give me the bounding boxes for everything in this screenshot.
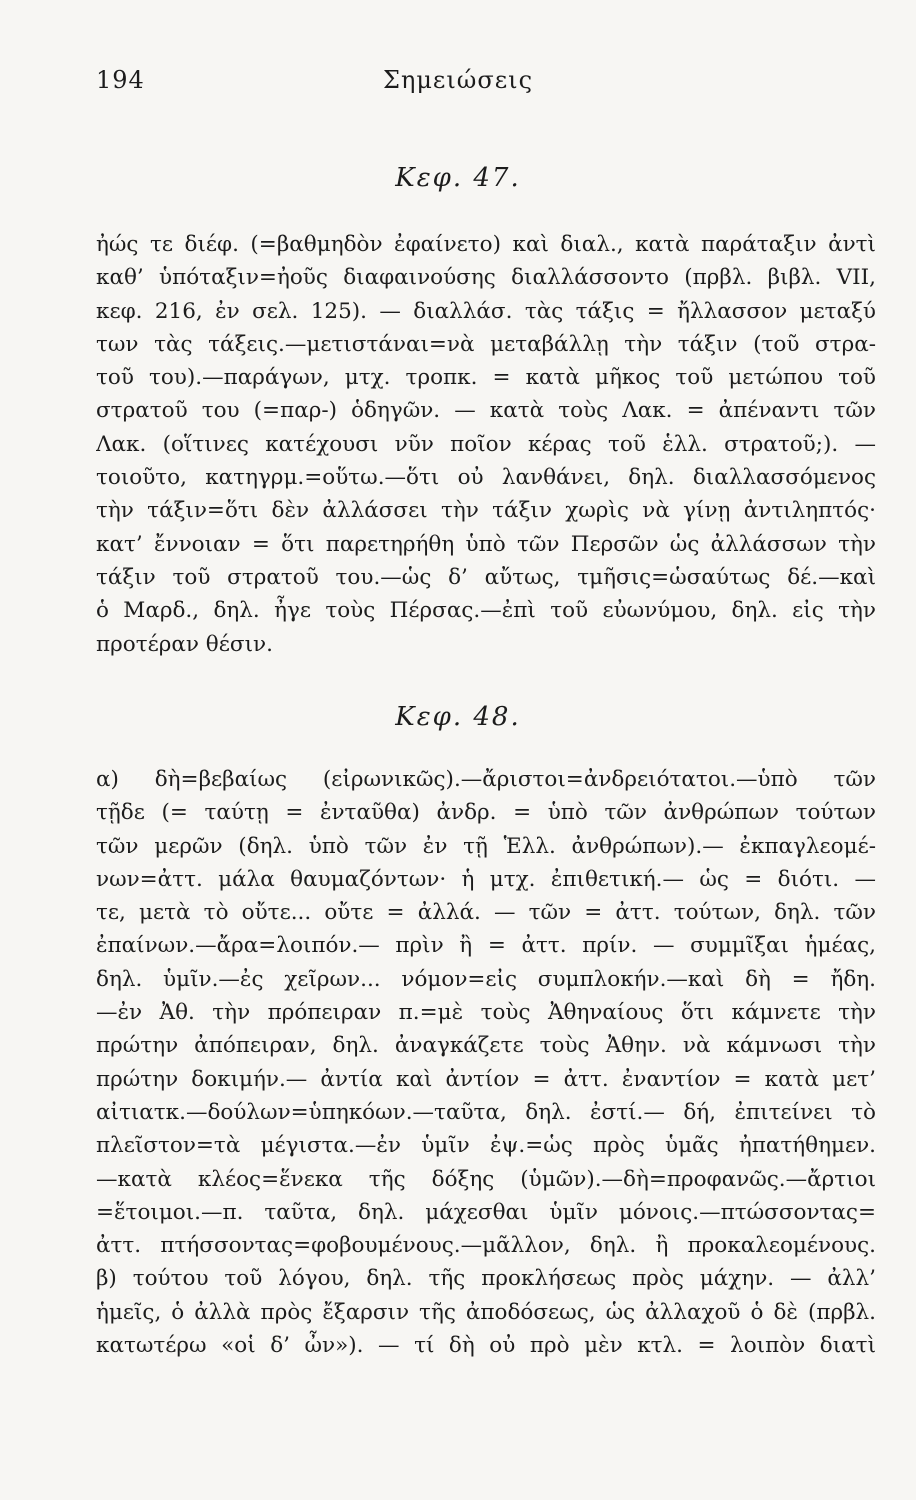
text-line: κατωτέρω «οἱ δ’ ὦν»). — τί δὴ οὐ πρὸ μὲν κτλ. = λοιπὸν διατὶ xyxy=(96,1333,876,1359)
text-line: α) δὴ=βεβαίως (εἰρωνικῶς).—ἄριστοι=ἀνδρειότατοι.—ὑπὸ τῶν xyxy=(96,767,876,792)
text-line: κεφ. 216, ἐν σελ. 125). — διαλλάσ. τὰς τάξις = ἤλλασσον μεταξύ xyxy=(96,298,876,324)
text-line: τῶν μερῶν (δηλ. ὑπὸ τῶν ἐν τῇ Ἑλλ. ἀνθρώπων).— ἐκπαγλεομέ- xyxy=(96,833,876,859)
chapter-heading-48: Κεφ. 48. xyxy=(395,702,521,732)
text-line: —ἐν Ἀθ. τὴν πρόπειραν π.=μὲ τοὺς Ἀθηναίους ὅτι κάμνετε τὴν xyxy=(96,1000,876,1026)
chapter-47-notes xyxy=(96,228,876,661)
text-line: —κατὰ κλέος=ἕνεκα τῆς δόξης (ὑμῶν).—δὴ=προφανῶς.—ἄρτιοι xyxy=(96,1166,876,1192)
page-number: 194 xyxy=(96,66,145,94)
chapter-48-notes xyxy=(96,763,876,1362)
text-line: των τὰς τάξεις.—μετιστάναι=νὰ μεταβάλλῃ τὴν τάξιν (τοῦ στρα- xyxy=(96,331,876,357)
text-line: τὴν τάξιν=ὅτι δὲν ἀλλάσσει τὴν τάξιν χωρὶς νὰ γίνῃ ἀντιληπτός· xyxy=(96,498,876,524)
text-line: αἰτιατκ.—δούλων=ὑπηκόων.—ταῦτα, δηλ. ἐστί.— δή, ἐπιτείνει τὸ xyxy=(96,1099,876,1125)
text-line: τάξιν τοῦ στρατοῦ του.—ὡς δ’ αὔτως, τμῆσις=ὡσαύτως δέ.—καὶ xyxy=(96,564,876,590)
text-line: τοιοῦτο, κατηγρμ.=οὕτω.—ὅτι οὐ λανθάνει, δηλ. διαλλασσόμενος xyxy=(96,465,876,491)
text-line: στρατοῦ του (=παρ-) ὁδηγῶν. — κατὰ τοὺς Λακ. = ἀπέναντι τῶν xyxy=(96,398,876,424)
text-line: κατ’ ἔννοιαν = ὅτι παρετηρήθη ὑπὸ τῶν Περσῶν ὡς ἀλλάσσων τὴν xyxy=(96,531,876,557)
text-line: Λακ. (οἵτινες κατέχουσι νῦν ποῖον κέρας τοῦ ἑλλ. στρατοῦ;). — xyxy=(96,431,876,457)
text-line: δηλ. ὑμῖν.—ἐς χεῖρων... νόμον=εἰς συμπλοκήν.—καὶ δὴ = ἤδη. xyxy=(96,966,876,992)
text-line: νων=ἀττ. μάλα θαυμαζόντων· ἡ μτχ. ἐπιθετική.— ὡς = διότι. — xyxy=(96,866,876,892)
text-line: ἀττ. πτήσσοντας=φοβουμένους.—μᾶλλον, δηλ. ἢ προκαλεομένους. xyxy=(96,1233,876,1259)
text-line: προτέραν θέσιν. xyxy=(96,631,273,657)
text-line: ὁ Μαρδ., δηλ. ἦγε τοὺς Πέρσας.—ἐπὶ τοῦ εὐωνύμου, δηλ. εἰς τὴν xyxy=(96,598,876,624)
text-line: ἡμεῖς, ὁ ἀλλὰ πρὸς ἔξαρσιν τῆς ἀποδόσεως, ὡς ἀλλαχοῦ ὁ δὲ (πρβλ. xyxy=(96,1299,876,1325)
text-line: =ἕτοιμοι.—π. ταῦτα, δηλ. μάχεσθαι ὑμῖν μόνοις.—πτώσσοντας= xyxy=(96,1199,876,1225)
text-line: β) τούτου τοῦ λόγου, δηλ. τῆς προκλήσεως πρὸς μάχην. — ἀλλ’ xyxy=(96,1266,876,1292)
text-line: τῇδε (= ταύτῃ = ἐνταῦθα) ἀνδρ. = ὑπὸ τῶν ἀνθρώπων τούτων xyxy=(96,800,876,826)
text-line: τε, μετὰ τὸ οὔτε... οὔτε = ἀλλά. — τῶν = ἀττ. τούτων, δηλ. τῶν xyxy=(96,900,876,926)
text-line: ἐπαίνων.—ἄρα=λοιπόν.— πρὶν ἢ = ἀττ. πρίν. — συμμῖξαι ἡμέας, xyxy=(96,933,876,959)
text-line: πλεῖστον=τὰ μέγιστα.—ἐν ὑμῖν ἐψ.=ὡς πρὸς ὑμᾶς ἠπατήθημεν. xyxy=(96,1133,876,1159)
text-line: ἠώς τε διέφ. (=βαθμηδὸν ἐφαίνετο) καὶ διαλ., κατὰ παράταξιν ἀντὶ xyxy=(96,232,876,257)
chapter-heading-47: Κεφ. 47. xyxy=(395,163,521,193)
text-line: πρώτην δοκιμήν.— ἀντία καὶ ἀντίον = ἀττ. ἐναντίον = κατὰ μετ’ xyxy=(96,1066,876,1092)
running-title: Σημειώσεις xyxy=(382,66,534,94)
text-line: πρώτην ἀπόπειραν, δηλ. ἀναγκάζετε τοὺς Ἀθην. νὰ κάμνωσι τὴν xyxy=(96,1033,876,1059)
text-line: τοῦ του).—παράγων, μτχ. τροπκ. = κατὰ μῆκος τοῦ μετώπου τοῦ xyxy=(96,365,876,391)
text-line: καθ’ ὑπόταξιν=ἠοῦς διαφαινούσης διαλλάσσοντο (πρβλ. βιβλ. VII, xyxy=(96,265,876,291)
